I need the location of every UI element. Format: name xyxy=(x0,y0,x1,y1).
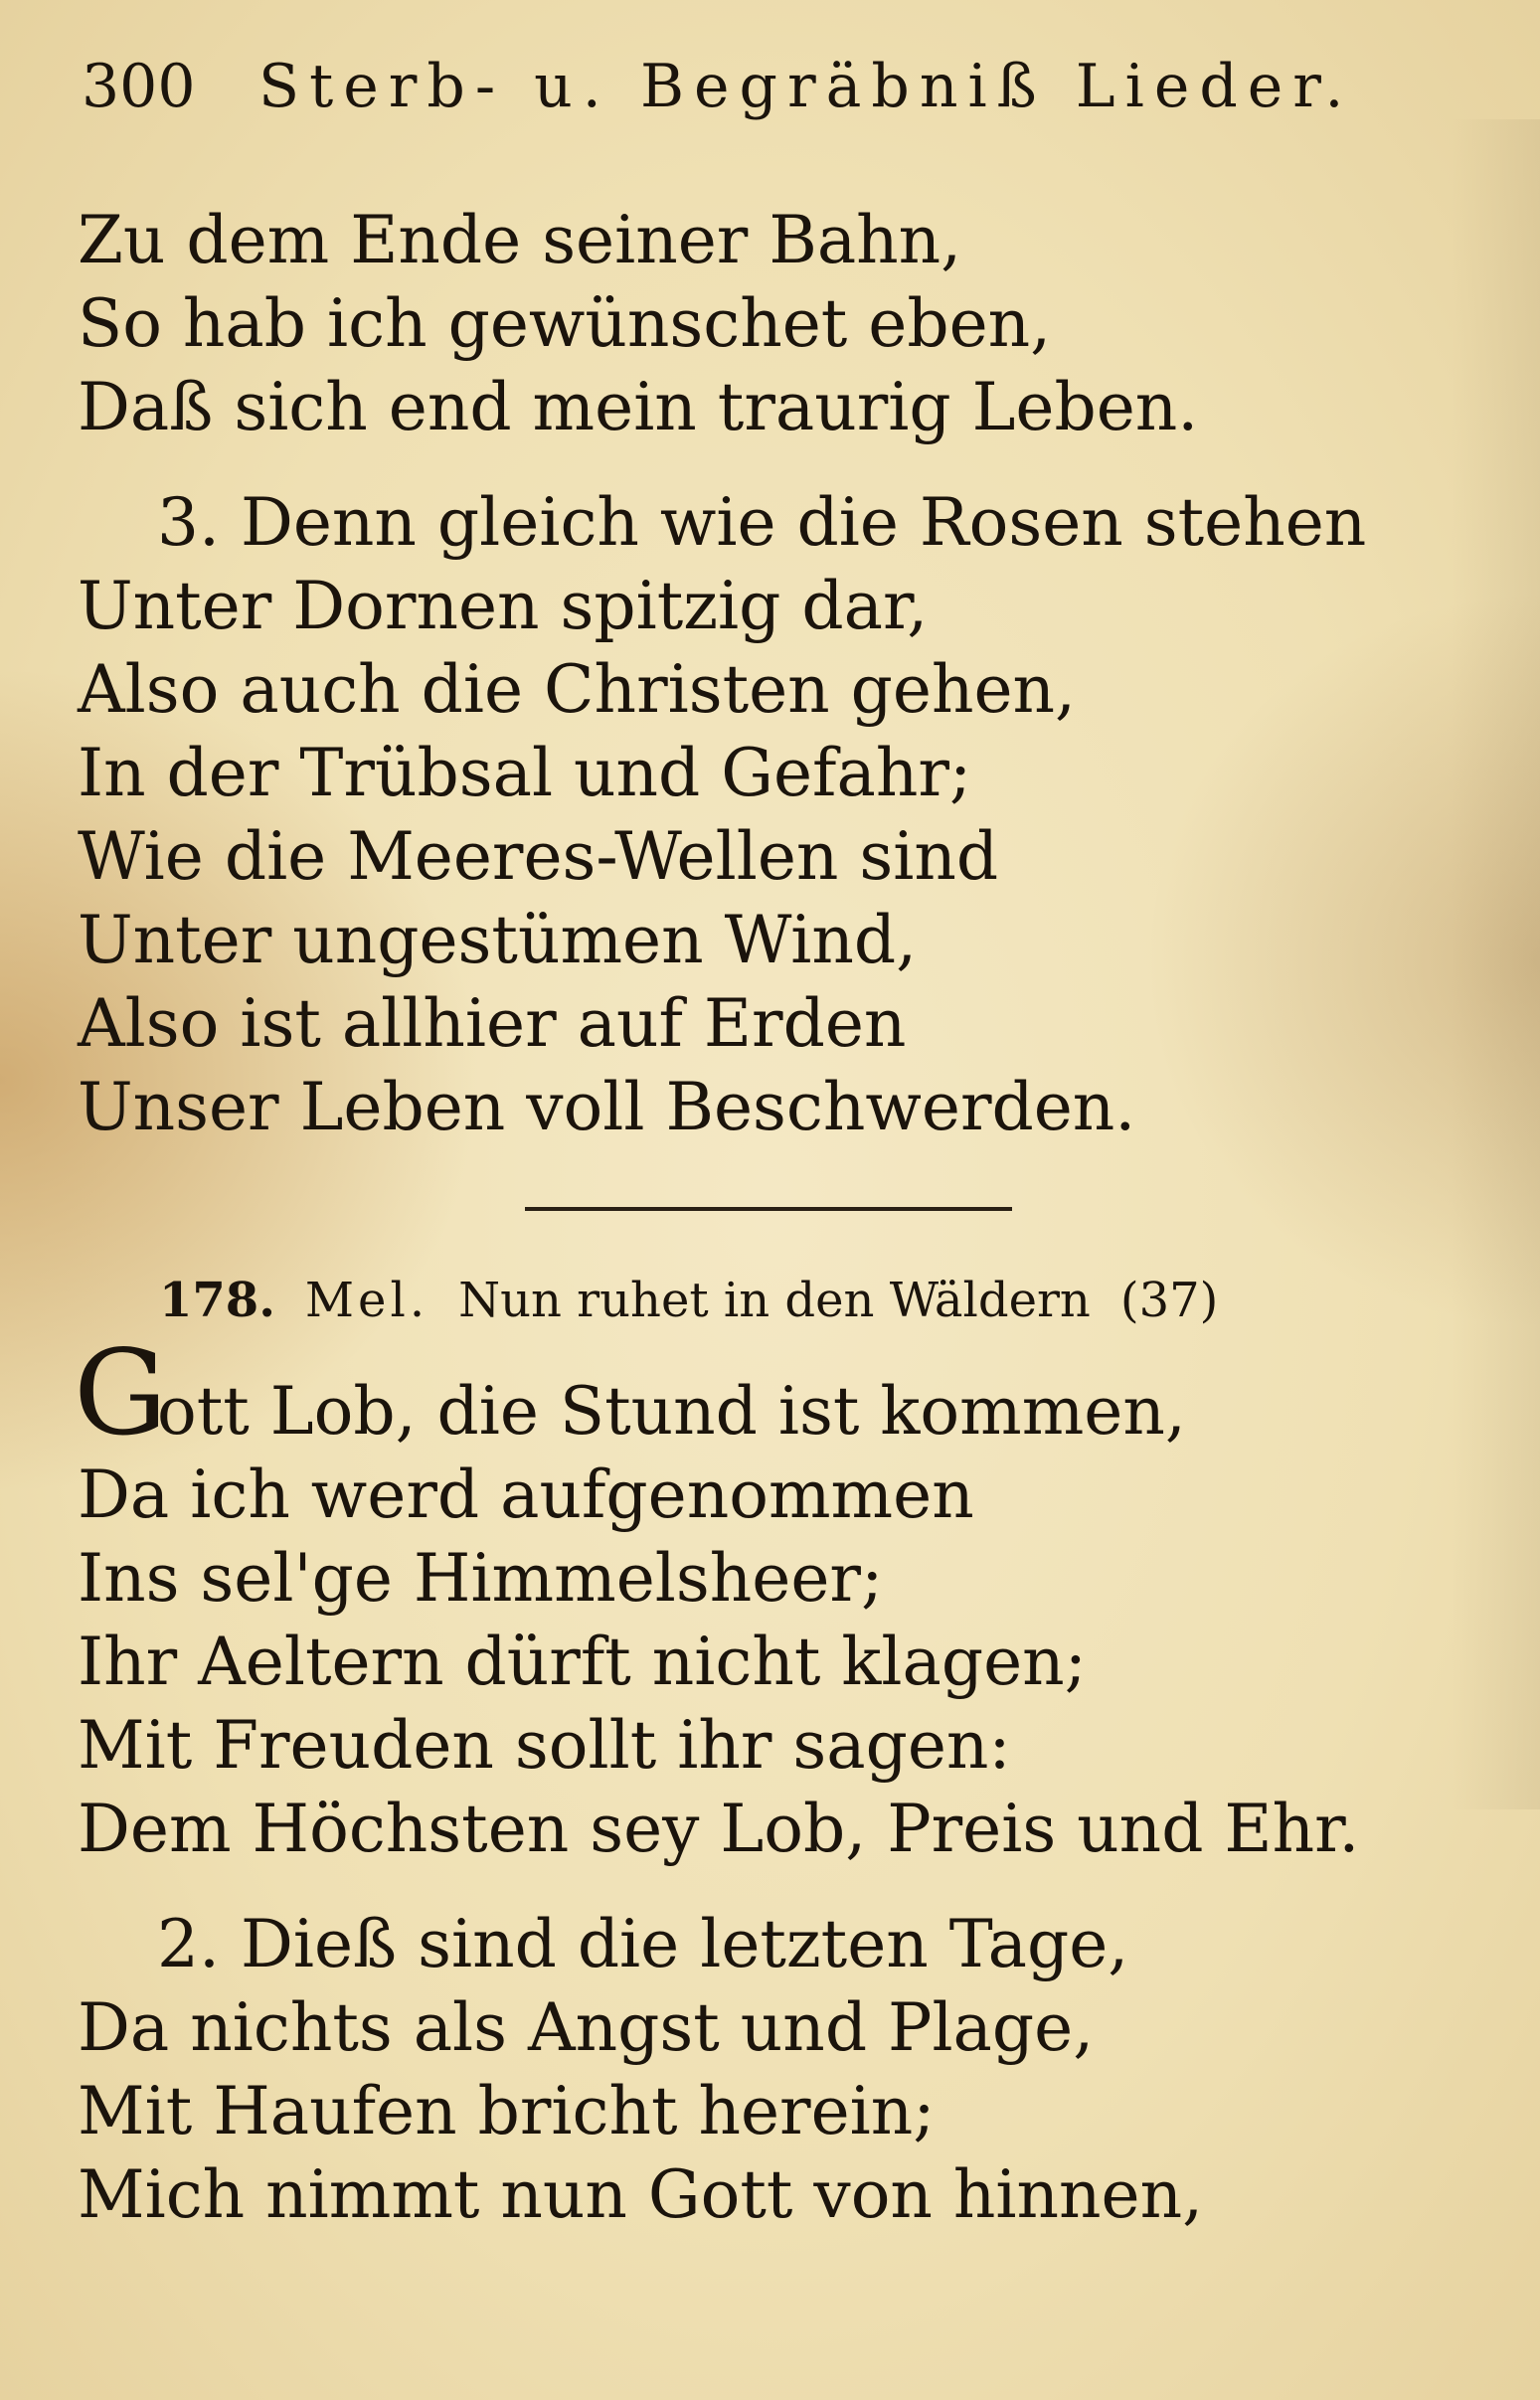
hymn-number: 178. xyxy=(159,1273,275,1328)
text-line: So hab ich gewünschet eben, xyxy=(78,285,1052,362)
text-line: Unter ungestümen Wind, xyxy=(78,902,918,978)
text-line: Da nichts als Angst und Plage, xyxy=(78,1989,1095,2066)
text-line: Da ich werd aufgenommen xyxy=(78,1457,974,1533)
text-line: Also auch die Christen gehen, xyxy=(78,651,1077,728)
melody-reference: (37) xyxy=(1119,1273,1219,1328)
hymn-heading xyxy=(159,1271,1218,1330)
section-divider xyxy=(525,1207,1012,1211)
text-line: Daß sich end mein traurig Leben. xyxy=(78,369,1199,445)
text-line: Mit Haufen bricht herein; xyxy=(78,2073,936,2149)
text-line: Also ist allhier auf Erden xyxy=(78,985,907,1062)
verse-first-line: 2. Dieß sind die letzten Tage, xyxy=(157,1906,1129,1982)
text-line: Ihr Aeltern dürft nicht klagen; xyxy=(78,1624,1087,1700)
melody-name: Nun ruhet in den Wäldern xyxy=(458,1273,1091,1328)
page-number: 300 xyxy=(82,52,196,121)
verse-first-line: ott Lob, die Stund ist kommen, xyxy=(157,1373,1186,1450)
drop-initial: G xyxy=(74,1324,168,1461)
text-line: Unser Leben voll Beschwerden. xyxy=(78,1069,1136,1145)
page-edge-shadow xyxy=(1451,119,1540,1809)
text-line: Wie die Meeres-Wellen sind xyxy=(78,818,999,895)
text-line: Mich nimmt nun Gott von hinnen, xyxy=(78,2156,1204,2233)
text-line: Ins sel'ge Himmelsheer; xyxy=(78,1540,884,1617)
text-line: Zu dem Ende seiner Bahn, xyxy=(78,202,962,278)
text-line: Dem Höchsten sey Lob, Preis und Ehr. xyxy=(78,1791,1360,1867)
verse-first-line: 3. Denn gleich wie die Rosen stehen xyxy=(157,484,1367,561)
text-line: In der Trübsal und Gefahr; xyxy=(78,735,972,811)
text-line: Unter Dornen spitzig dar, xyxy=(78,568,929,644)
text-line: Mit Freuden sollt ihr sagen: xyxy=(78,1707,1011,1784)
running-header xyxy=(82,52,1354,121)
running-title: Sterb- u. Begräbniß Lieder. xyxy=(258,52,1354,121)
melody-label: Mel. xyxy=(304,1273,429,1328)
